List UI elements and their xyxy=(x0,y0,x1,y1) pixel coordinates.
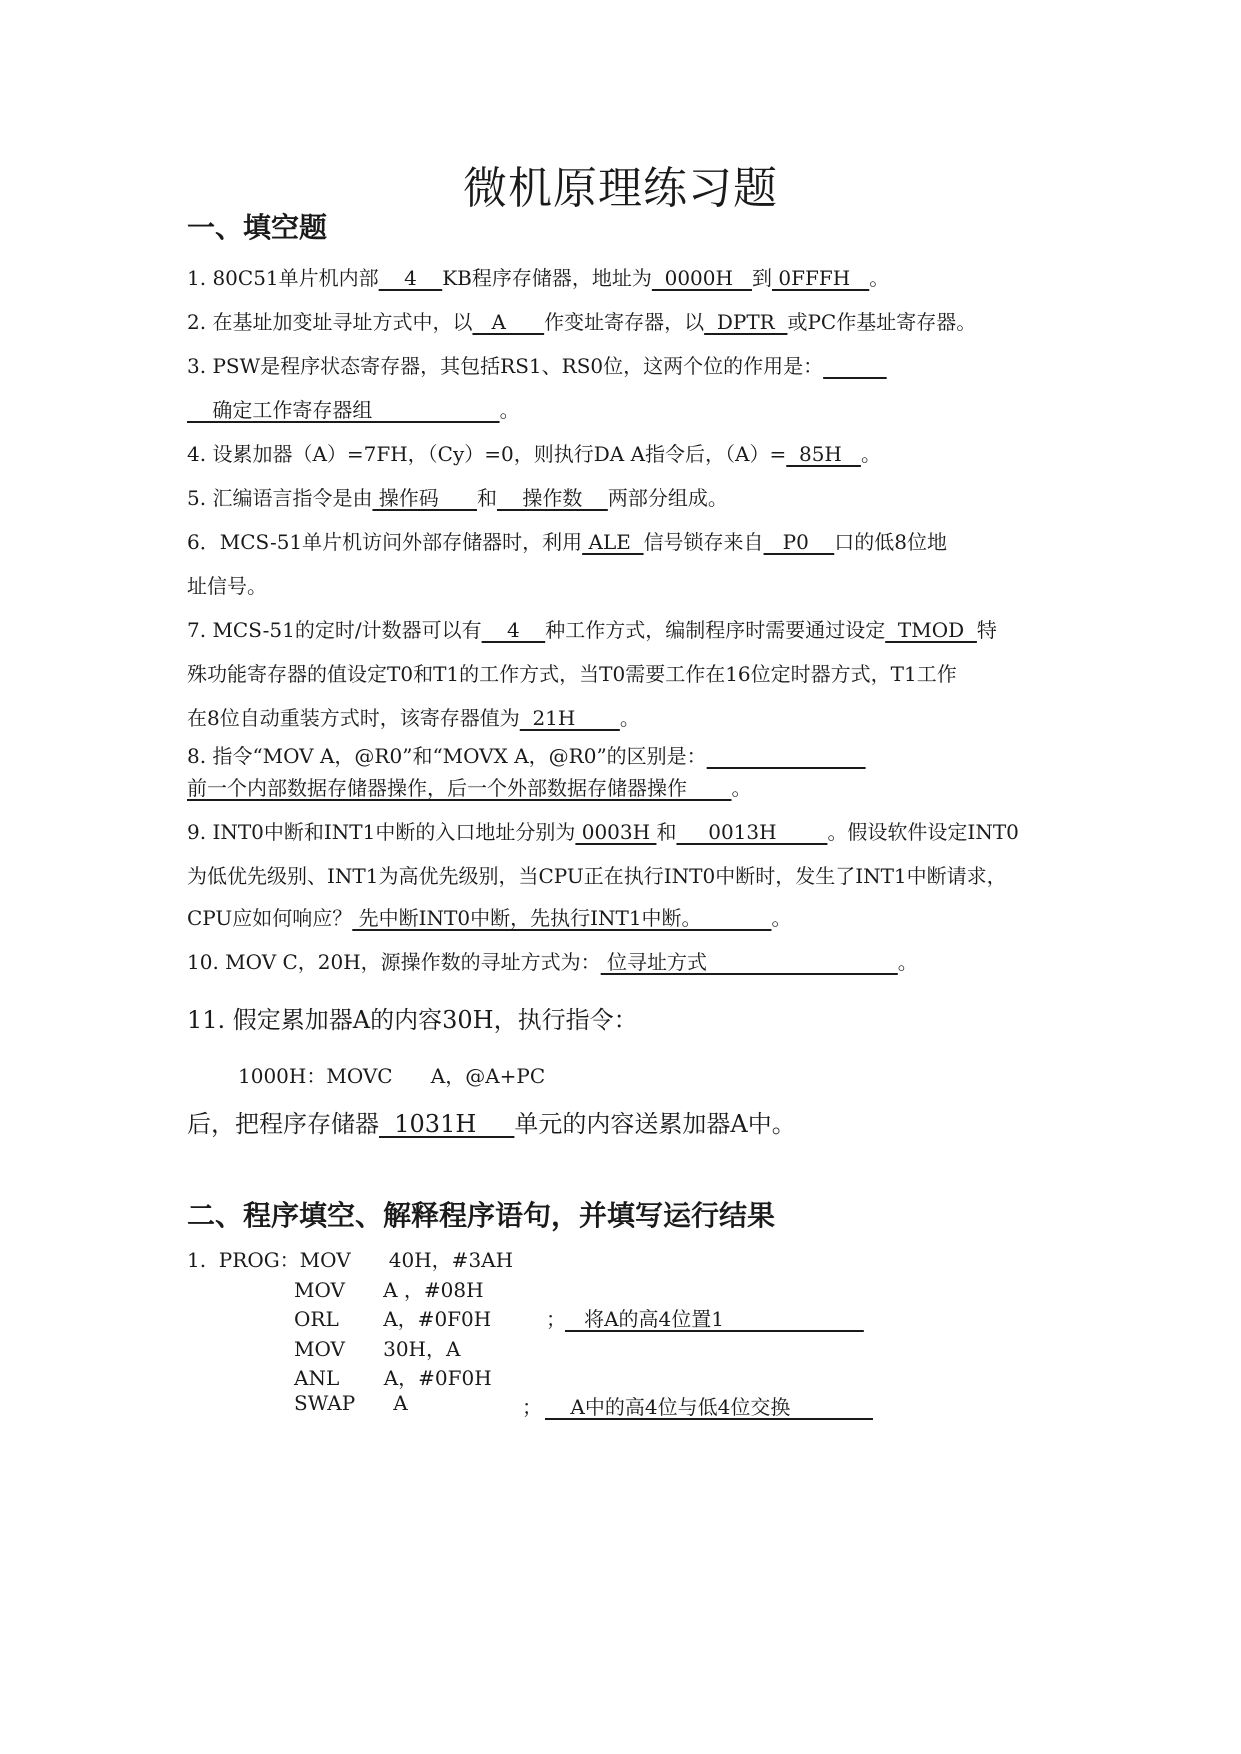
page-title: 微机原理练习题 xyxy=(463,163,778,214)
answer-blank: 0003H xyxy=(575,820,657,844)
program-line-3: ORL A，#0F0H xyxy=(294,1307,492,1331)
program-line-6-comment-mark: ； xyxy=(522,1395,542,1419)
answer-blank: 确定工作寄存器组 xyxy=(187,398,500,422)
answer-blank: DPTR xyxy=(704,310,788,334)
answer-blank: TMOD xyxy=(885,618,977,642)
section1-heading: 一、填空题 xyxy=(187,211,328,244)
answer-blank: 先中断INT0中断，先执行INT1中断。 xyxy=(352,906,772,930)
answer-blank xyxy=(823,354,887,378)
question-9-line2: 为低优先级别、INT1为高优先级别，当CPU正在执行INT0中断时，发生了INT1中断请求， xyxy=(187,864,1007,888)
answer-blank: A xyxy=(472,310,545,334)
answer-blank: 前一个内部数据存储器操作，后一个外部数据存储器操作 xyxy=(187,776,732,800)
question-9: 9. INT0中断和INT1中断的入口地址分别为 0003H 和 0013H 。假设软件设定INT0 xyxy=(187,820,1019,844)
answer-blank xyxy=(707,744,866,768)
question-2: 2. 在基址加变址寻址方式中，以 A 作变址寄存器，以 DPTR 或PC作基址寄存器。 xyxy=(187,310,977,334)
question-1: 1. 80C51单片机内部 4 KB程序存储器，地址为 0000H 到 0FFFH 。 xyxy=(187,266,890,290)
question-6-line2: 址信号。 xyxy=(187,574,267,598)
program-line-1: 1. PROG：MOV 40H，#3AH xyxy=(187,1248,514,1272)
answer-blank: ALE xyxy=(582,530,644,554)
program-line-4: MOV 30H，A xyxy=(294,1337,461,1361)
question-8-line2: 前一个内部数据存储器操作，后一个外部数据存储器操作 。 xyxy=(187,776,752,800)
question-5: 5. 汇编语言指令是由 操作码 和 操作数 两部分组成。 xyxy=(187,486,728,510)
question-9-line3: CPU应如何响应？ 先中断INT0中断，先执行INT1中断。 。 xyxy=(187,906,792,930)
answer-blank: 0013H xyxy=(676,820,828,844)
program-line-3-comment-mark: ； xyxy=(546,1307,566,1331)
answer-blank: 0FFFH xyxy=(772,266,870,290)
answer-blank: 操作数 xyxy=(496,486,608,510)
answer-blank: 0000H xyxy=(651,266,753,290)
section2-heading: 二、程序填空、解释程序语句，并填写运行结果 xyxy=(187,1199,776,1232)
program-line-6: SWAP A xyxy=(294,1391,408,1415)
question-11-code: 1000H：MOVC A，@A+PC xyxy=(238,1064,546,1088)
question-10: 10. MOV C，20H，源操作数的寻址方式为： 位寻址方式 。 xyxy=(187,950,918,974)
program-line-3-comment: 将A的高4位置1 xyxy=(565,1307,864,1331)
answer-blank: 21H xyxy=(519,706,620,730)
question-7: 7. MCS-51的定时/计数器可以有 4 种工作方式，编制程序时需要通过设定 TMOD 特 xyxy=(187,618,997,642)
program-line-2: MOV A ，#08H xyxy=(294,1278,484,1302)
answer-blank: 85H xyxy=(786,442,861,466)
answer-blank: 4 xyxy=(378,266,443,290)
question-7-line2: 殊功能寄存器的值设定T0和T1的工作方式，当T0需要工作在16位定时器方式，T1工作 xyxy=(187,662,957,686)
answer-blank: 位寻址方式 xyxy=(600,950,898,974)
answer-blank: 1031H xyxy=(379,1110,515,1138)
answer-blank: 4 xyxy=(481,618,546,642)
program-line-6-comment: A中的高4位与低4位交换 xyxy=(545,1395,873,1419)
question-3-line2: 确定工作寄存器组 。 xyxy=(187,398,520,422)
question-11-line3: 后，把程序存储器 1031H 单元的内容送累加器A中。 xyxy=(187,1110,796,1138)
question-6: 6．MCS-51单片机访问外部存储器时，利用 ALE 信号锁存来自 P0 口的低8位地 xyxy=(187,530,947,554)
answer-blank: P0 xyxy=(763,530,835,554)
question-11: 11. 假定累加器A的内容30H，执行指令： xyxy=(187,1006,638,1034)
question-4: 4. 设累加器（A）=7FH，（Cy）=0，则执行DA A指令后，（A）= 85H 。 xyxy=(187,442,881,466)
question-8: 8. 指令“MOV A，@R0”和“MOVX A，@R0”的区别是： xyxy=(187,740,866,769)
program-line-5: ANL A，#0F0H xyxy=(294,1366,492,1390)
question-3: 3. PSW是程序状态寄存器，其包括RS1、RS0位，这两个位的作用是： xyxy=(187,350,887,379)
answer-blank: 操作码 xyxy=(372,486,477,510)
question-7-line3: 在8位自动重装方式时，该寄存器值为 21H 。 xyxy=(187,706,640,730)
